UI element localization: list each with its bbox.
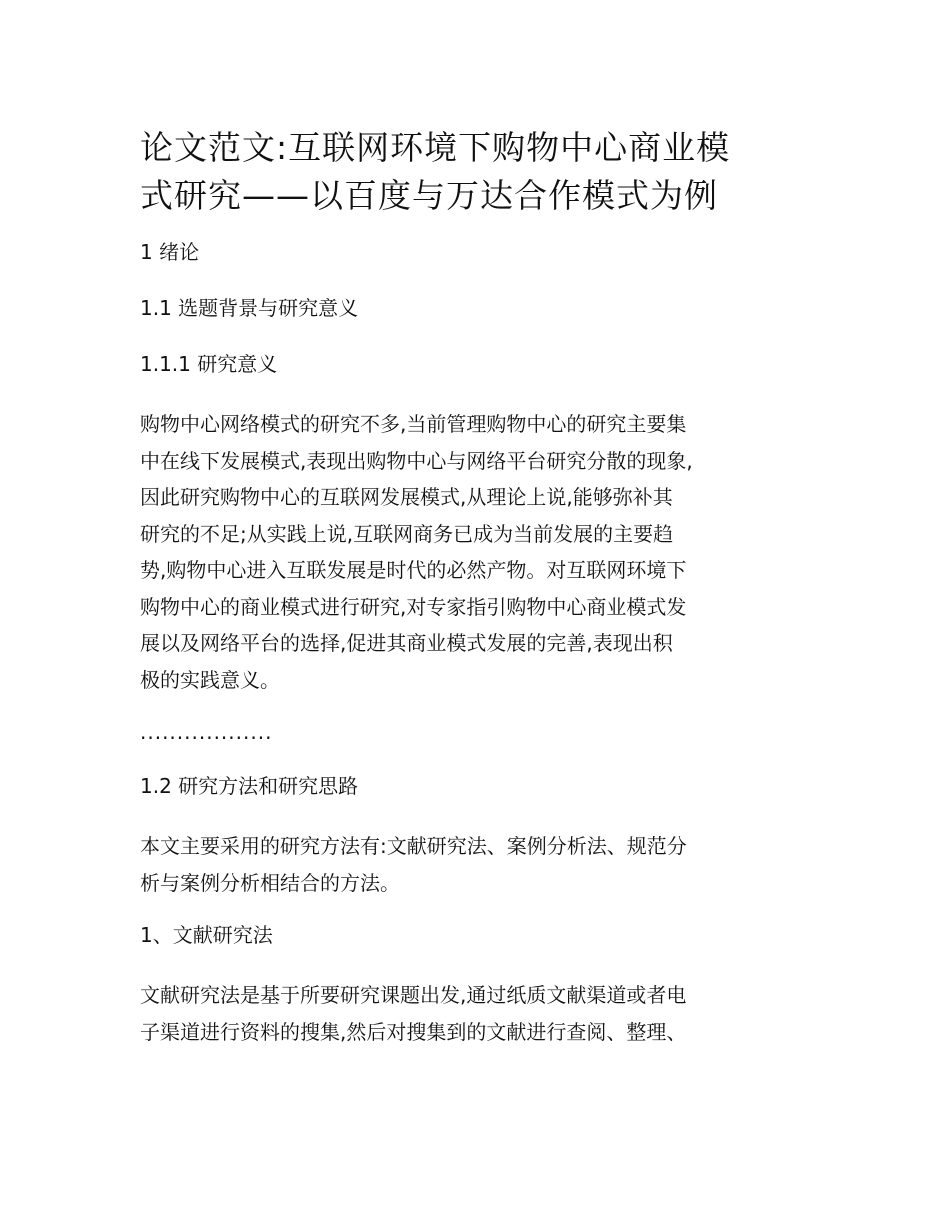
section-heading: 1.2 研究方法和研究思路 bbox=[140, 774, 359, 798]
paragraph-literature-method bbox=[140, 977, 820, 1050]
paragraph-line: 展以及网络平台的选择,促进其商业模式发展的完善,表现出积 bbox=[140, 631, 673, 655]
subsection-heading: 1.1.1 研究意义 bbox=[140, 352, 278, 376]
document-title bbox=[140, 124, 820, 220]
paragraph-research-methods bbox=[140, 828, 820, 901]
paragraph-line: 研究的不足;从实践上说,互联网商务已成为当前发展的主要趋 bbox=[140, 521, 674, 546]
omission-dots: .................. bbox=[140, 720, 273, 744]
paragraph-line: 中在线下发展模式,表现出购物中心与网络平台研究分散的现象, bbox=[140, 448, 693, 473]
title-line: 论文范文:互联网环境下购物中心商业模 bbox=[140, 128, 731, 167]
chapter-heading: 1 绪论 bbox=[140, 240, 200, 264]
document-page bbox=[140, 124, 820, 1070]
paragraph-line: 文献研究法是基于所要研究课题出发,通过纸质文献渠道或者电 bbox=[140, 983, 687, 1007]
section-heading: 1.1 选题背景与研究意义 bbox=[140, 296, 359, 320]
paragraph-line: 购物中心网络模式的研究不多,当前管理购物中心的研究主要集 bbox=[140, 412, 687, 436]
paragraph-line: 极的实践意义。 bbox=[140, 667, 280, 692]
method-heading: 1、文献研究法 bbox=[140, 923, 273, 947]
title-line: 式研究——以百度与万达合作模式为例 bbox=[140, 176, 718, 215]
paragraph-line: 子渠道进行资料的搜集,然后对搜集到的文献进行查阅、整理、 bbox=[140, 1019, 687, 1044]
paragraph-line: 因此研究购物中心的互联网发展模式,从理论上说,能够弥补其 bbox=[140, 485, 673, 509]
paragraph-research-significance bbox=[140, 406, 820, 698]
paragraph-line: 析与案例分析相结合的方法。 bbox=[140, 870, 400, 895]
paragraph-line: 购物中心的商业模式进行研究,对专家指引购物中心商业模式发 bbox=[140, 594, 687, 619]
paragraph-line: 势,购物中心进入互联发展是时代的必然产物。对互联网环境下 bbox=[140, 558, 687, 582]
paragraph-line: 本文主要采用的研究方法有:文献研究法、案例分析法、规范分 bbox=[140, 834, 687, 858]
